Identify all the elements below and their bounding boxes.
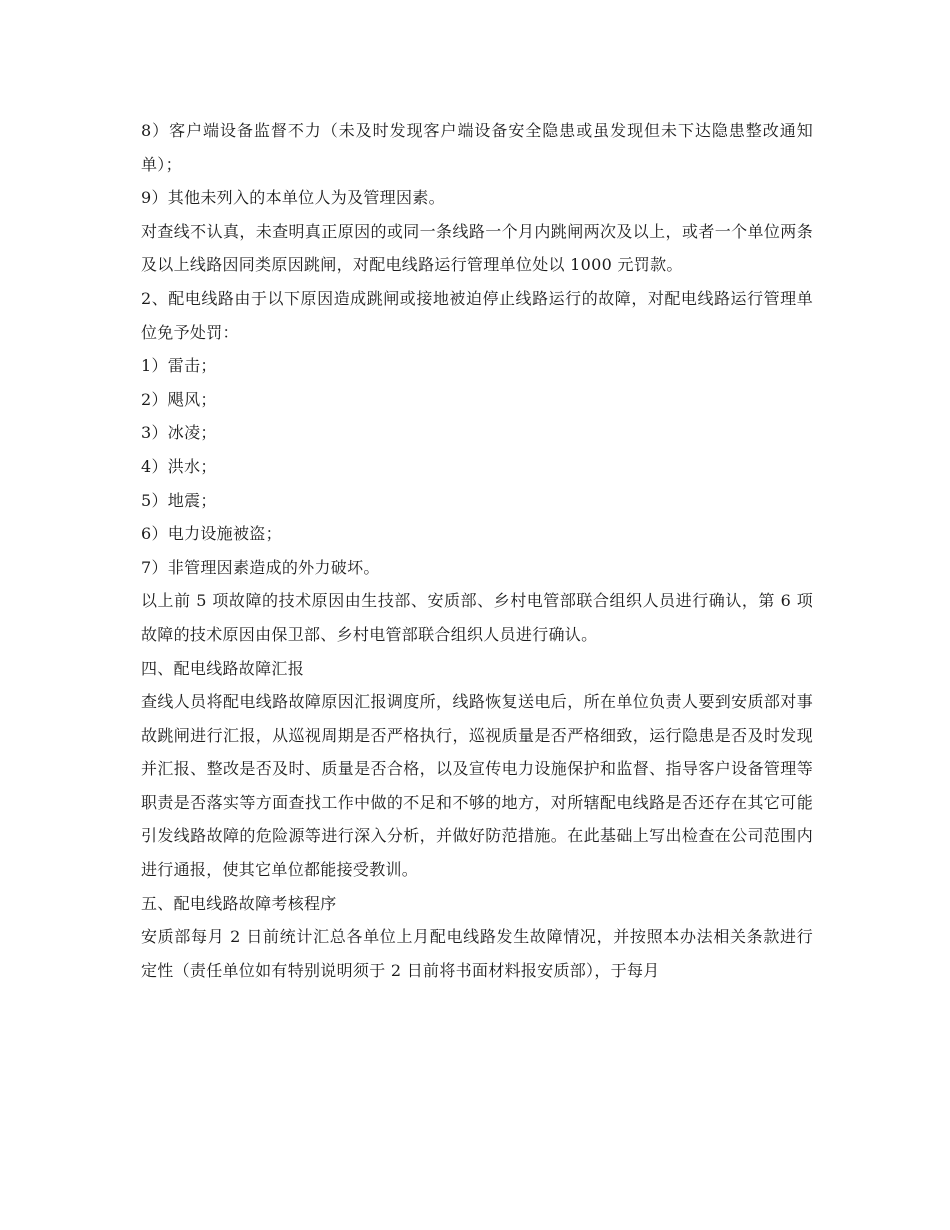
document-body	[141, 114, 813, 987]
section-heading-5: 五、配电线路故障考核程序	[141, 893, 337, 913]
exemption-item-1: 1）雷击；	[141, 356, 217, 376]
confirmation-paragraph: 以上前 5 项故障的技术原因由生技部、安质部、乡村电管部联合组织人员进行确认，第 6 项故障的技术原因由保卫部、乡村电管部联合组织人员进行确认。	[141, 591, 813, 644]
list-item-8: 8）客户端设备监督不力（未及时发现客户端设备安全隐患或虽发现但未下达隐患整改通知单）；	[141, 121, 813, 174]
reporting-paragraph: 查线人员将配电线路故障原因汇报调度所，线路恢复送电后，所在单位负责人要到安质部对事故跳闸进行汇报，从巡视周期是否严格执行，巡视质量是否严格细致，运行隐患是否及时发现并汇报、整改是否及时、质量是否合格，以及宣传电力设施保护和监督、指导客户设备管理等职责是否落实等方面查找工作中做的不足和不够的地方，对所辖配电线路是否还存在其它可能引发线路故障的危险源等进行深入分析，并做好防范措施。在此基础上写出检查在公司范围内进行通报，使其它单位都能接受教训。	[141, 692, 813, 880]
section-heading-4: 四、配电线路故障汇报	[141, 658, 305, 678]
exemption-item-2: 2）飓风；	[141, 389, 217, 409]
exemption-item-4: 4）洪水；	[141, 456, 217, 476]
exemption-item-7: 7）非管理因素造成的外力破坏。	[141, 557, 380, 577]
exemption-item-6: 6）电力设施被盗；	[141, 524, 282, 544]
exemption-item-3: 3）冰凌；	[141, 423, 217, 443]
exemption-clause: 2、配电线路由于以下原因造成跳闸或接地被迫停止线路运行的故障，对配电线路运行管理单位免予处罚：	[141, 288, 813, 342]
list-item-9: 9）其他未列入的本单位人为及管理因素。	[141, 188, 445, 208]
assessment-paragraph: 安质部每月 2 日前统计汇总各单位上月配电线路发生故障情况，并按照本办法相关条款进行定性（责任单位如有特别说明须于 2 日前将书面材料报安质部），于每月	[141, 927, 813, 980]
exemption-item-5: 5）地震；	[141, 490, 217, 510]
penalty-paragraph: 对查线不认真，未查明真正原因的或同一条线路一个月内跳闸两次及以上，或者一个单位两条及以上线路因同类原因跳闸，对配电线路运行管理单位处以 1000 元罚款。	[141, 221, 813, 275]
